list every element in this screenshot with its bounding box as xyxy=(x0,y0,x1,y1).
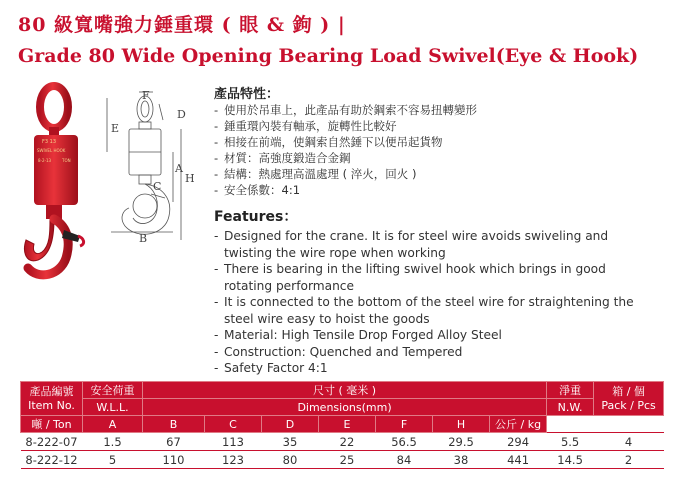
list-item: - 結構：熱處理高溫處理 ( 淬火，回火 ) xyxy=(214,166,477,182)
header-col-a: A xyxy=(83,416,143,433)
dimension-drawing xyxy=(103,90,203,245)
header-col-h: H xyxy=(433,416,490,433)
cell-dim-c: 80 xyxy=(262,451,319,469)
header-pack xyxy=(594,382,664,416)
list-item xyxy=(214,294,634,327)
cell-item: 8-222-12 xyxy=(21,451,83,469)
header-wll-zh: 安全荷重 xyxy=(83,382,143,399)
features-chinese-heading: 產品特性： xyxy=(214,87,280,102)
cell-wll: 1.5 xyxy=(83,433,143,451)
header-col-b: B xyxy=(143,416,205,433)
product-photo xyxy=(20,80,100,280)
cell-dim-c: 35 xyxy=(262,433,319,451)
cell-nw: 14.5 xyxy=(547,451,594,469)
header-ton: 噸 / Ton xyxy=(21,416,83,433)
list-item xyxy=(214,360,634,377)
cell-pack: 2 xyxy=(594,451,664,469)
photo-label-line1: F3 13 xyxy=(42,139,57,145)
photo-label-line4: TON xyxy=(62,158,71,163)
header-dimensions-en: Dimensions(mm) xyxy=(143,399,547,416)
list-item-line: There is bearing in the lifting swivel hook which brings in good xyxy=(224,262,606,276)
header-pack-zh: 箱 / 個 xyxy=(612,384,645,398)
list-item-line: twisting the wire rope when working xyxy=(224,245,446,260)
list-item: - 安全係數：4:1 xyxy=(214,182,477,198)
header-item xyxy=(21,382,83,416)
header-col-c: C xyxy=(205,416,262,433)
header-item-en: Item No. xyxy=(28,398,75,412)
cell-dim-f: 29.5 xyxy=(433,433,490,451)
page-title-chinese: 80 級寬嘴強力錘重環 ( 眼 & 鉤 ) | xyxy=(18,14,346,36)
cell-dim-f: 38 xyxy=(433,451,490,469)
label-d: D xyxy=(177,108,186,121)
header-pack-en: Pack / Pcs xyxy=(601,398,656,412)
features-english-heading: Features： xyxy=(214,209,298,225)
cell-pack: 4 xyxy=(594,433,664,451)
table-row xyxy=(21,433,664,451)
cell-dim-a: 67 xyxy=(143,433,205,451)
list-item-line: steel wire easy to hoist the goods xyxy=(224,311,430,326)
cell-dim-h: 441 xyxy=(490,451,547,469)
cell-dim-a: 110 xyxy=(143,451,205,469)
features-chinese-list xyxy=(214,102,477,198)
features-english-list xyxy=(214,228,634,377)
page-title-english: Grade 80 Wide Opening Bearing Load Swivel(Eye & Hook) xyxy=(18,45,639,67)
label-h: H xyxy=(185,172,195,185)
label-c: C xyxy=(153,180,162,193)
cell-dim-e: 84 xyxy=(376,451,433,469)
cell-dim-d: 25 xyxy=(319,451,376,469)
label-e: E xyxy=(111,122,120,135)
header-col-f: F xyxy=(376,416,433,433)
cell-dim-b: 113 xyxy=(205,433,262,451)
list-item xyxy=(214,228,634,261)
header-col-d: D xyxy=(262,416,319,433)
cell-wll: 5 xyxy=(83,451,143,469)
photo-label-line2: SWIVEL HOOK xyxy=(37,148,66,153)
list-item-line: It is connected to the bottom of the steel wire for straightening the xyxy=(224,295,634,309)
cell-dim-e: 56.5 xyxy=(376,433,433,451)
header-kg: 公斤 / kg xyxy=(490,416,547,433)
header-nw-en: N.W. xyxy=(547,399,594,416)
list-item-line: Designed for the crane. It is for steel wire avoids swiveling and xyxy=(224,229,609,243)
list-item-line: Material: High Tensile Drop Forged Alloy Steel xyxy=(224,328,502,342)
list-item: - 使用於吊車上，此產品有助於鋼索不容易扭轉變形 xyxy=(214,102,477,118)
list-item-line: Construction: Quenched and Tempered xyxy=(224,344,463,359)
header-dimensions-zh: 尺寸 ( 毫米 ) xyxy=(143,382,547,399)
list-item xyxy=(214,344,634,361)
cell-dim-b: 123 xyxy=(205,451,262,469)
photo-label-line3: 8-2-13 xyxy=(38,158,52,163)
list-item xyxy=(214,327,634,344)
list-item-line: rotating performance xyxy=(224,278,354,293)
header-item-zh: 產品編號 xyxy=(29,384,74,398)
spec-table xyxy=(20,381,664,469)
table-row xyxy=(21,451,664,469)
header-wll-en: W.L.L. xyxy=(83,399,143,416)
list-item-line: Safety Factor 4:1 xyxy=(224,361,328,375)
label-b: B xyxy=(139,232,148,245)
cell-dim-h: 294 xyxy=(490,433,547,451)
cell-item: 8-222-07 xyxy=(21,433,83,451)
list-item: - 錘重環內裝有軸承，旋轉性比較好 xyxy=(214,118,477,134)
header-col-e: E xyxy=(319,416,376,433)
cell-dim-d: 22 xyxy=(319,433,376,451)
label-a: A xyxy=(175,162,183,175)
cell-nw: 5.5 xyxy=(547,433,594,451)
label-f: F xyxy=(142,90,150,102)
header-nw-zh: 淨重 xyxy=(547,382,594,399)
list-item: - 相接在前端，使鋼索自然錘下以便吊起貨物 xyxy=(214,134,477,150)
list-item: - 材質：高強度鍛造合金鋼 xyxy=(214,150,477,166)
list-item xyxy=(214,261,634,294)
